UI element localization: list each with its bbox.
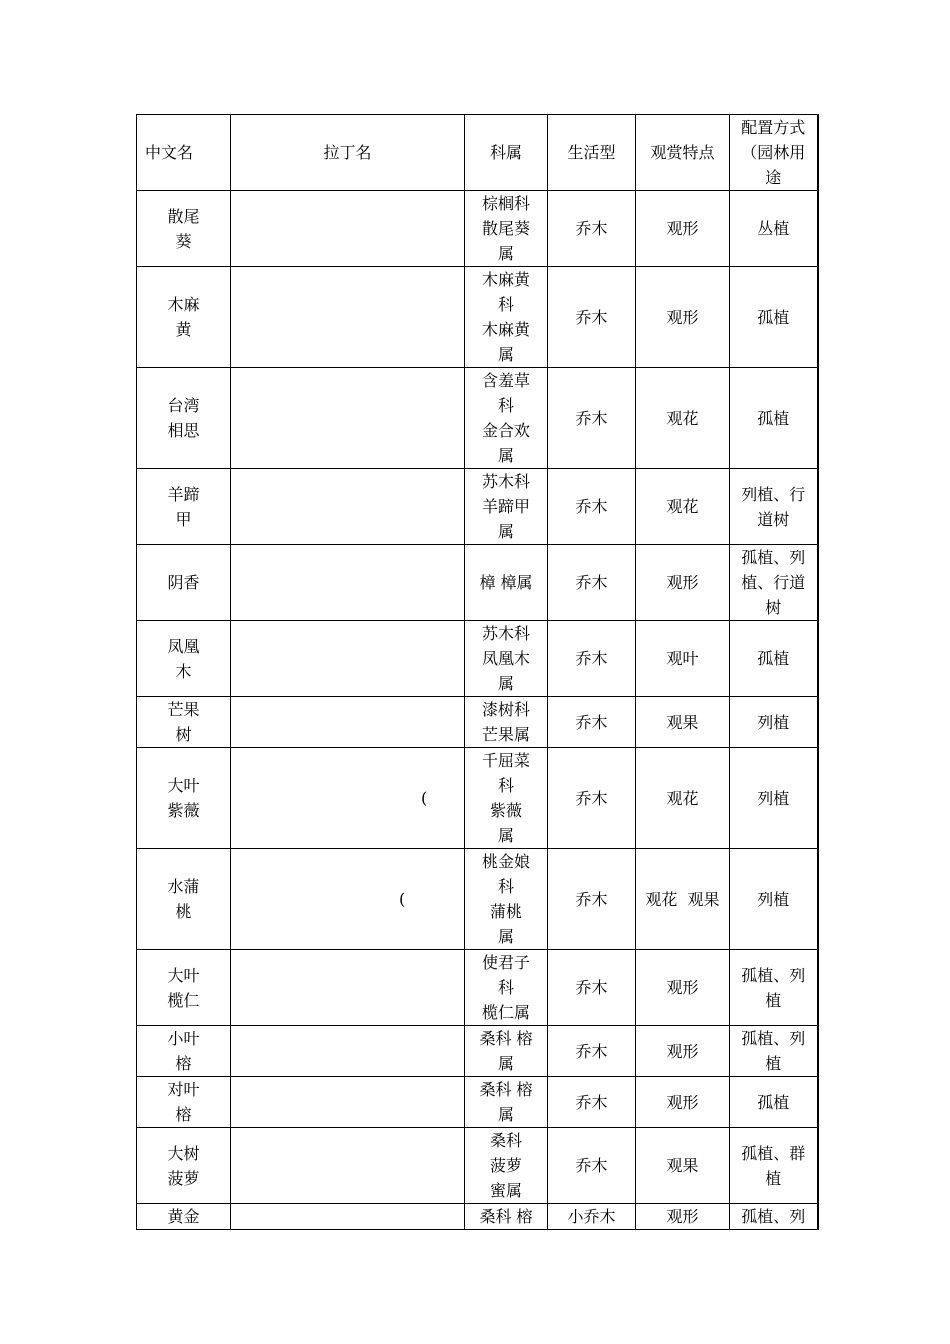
- chinese-name-line: 芒果: [167, 700, 200, 719]
- cell-life-form: 乔木: [548, 748, 636, 849]
- latin-name-text: (: [399, 889, 406, 909]
- cell-usage: [730, 1077, 818, 1128]
- cell-latin-name: [231, 1128, 465, 1204]
- chinese-name-line: 桃: [175, 902, 192, 921]
- cell-family: [465, 191, 548, 267]
- cell-chinese-name: [137, 1128, 231, 1204]
- cell-family: [465, 1077, 548, 1128]
- header-usage-line: 配置方式: [741, 118, 806, 137]
- cell-usage: [730, 697, 818, 748]
- usage-line: 植、行道: [741, 573, 806, 592]
- cell-life-form: 乔木: [548, 849, 636, 950]
- cell-family: [465, 950, 548, 1026]
- usage-line: 孤植、列: [741, 1207, 806, 1226]
- header-latin-name: 拉丁名: [231, 115, 465, 191]
- cell-latin-name: [231, 621, 465, 697]
- usage-line: 孤植、列: [741, 548, 806, 567]
- chinese-name-line: 黄金: [167, 1207, 200, 1226]
- chinese-name-line: 木麻: [167, 295, 200, 314]
- cell-family: [465, 267, 548, 368]
- cell-chinese-name: [137, 849, 231, 950]
- cell-family: [465, 368, 548, 469]
- cell-latin-name: [231, 191, 465, 267]
- cell-usage: [730, 545, 818, 621]
- family-line: 桑科 榕: [479, 1207, 533, 1226]
- cell-chinese-name: [137, 1077, 231, 1128]
- chinese-name-line: 羊蹄: [167, 484, 200, 504]
- cell-ornamental-feature: 观花: [636, 469, 730, 545]
- family-line: 属: [497, 244, 514, 263]
- family-line: 金合欢: [481, 421, 530, 440]
- cell-family: [465, 621, 548, 697]
- header-chinese-name: 中文名: [137, 115, 231, 191]
- cell-family: [465, 1026, 548, 1077]
- cell-usage: [730, 191, 818, 267]
- family-line: 凤凰木: [481, 649, 530, 668]
- table-row: [137, 1077, 818, 1128]
- cell-chinese-name: [137, 748, 231, 849]
- chinese-name-line: 水蒲: [167, 877, 200, 896]
- family-line: 属: [497, 446, 514, 465]
- family-line: 属: [497, 927, 514, 946]
- header-row: [137, 115, 818, 191]
- family-line: 苏木科: [481, 624, 530, 643]
- cell-chinese-name: [137, 267, 231, 368]
- chinese-name-line: 大树: [167, 1143, 200, 1163]
- usage-line: 孤植、列: [741, 1029, 806, 1048]
- family-line: 科: [497, 776, 514, 795]
- cell-ornamental-feature: 观花: [636, 748, 730, 849]
- cell-ornamental-feature: 观形: [636, 1077, 730, 1128]
- cell-life-form: 乔木: [548, 1026, 636, 1077]
- cell-ornamental-feature: 观花: [636, 368, 730, 469]
- chinese-name-line: 菠萝: [167, 1168, 200, 1188]
- chinese-name-line: 树: [175, 725, 192, 744]
- usage-line: 植: [765, 1168, 782, 1188]
- chinese-name-line: 大叶: [167, 965, 200, 985]
- usage-line: 道树: [757, 509, 790, 529]
- latin-name-text: (: [421, 788, 428, 808]
- header-usage: [730, 115, 818, 191]
- chinese-name-line: 大叶: [167, 776, 200, 795]
- cell-chinese-name: [137, 191, 231, 267]
- cell-usage: [730, 267, 818, 368]
- cell-usage: [730, 950, 818, 1026]
- family-line: 科: [497, 877, 514, 896]
- family-line: 科: [497, 978, 514, 997]
- family-line: 樟 樟属: [479, 573, 533, 592]
- family-line: 漆树科: [481, 700, 530, 719]
- cell-ornamental-feature: 观形: [636, 191, 730, 267]
- chinese-name-line: 台湾: [167, 396, 200, 415]
- table-row: [137, 1204, 818, 1230]
- cell-usage: [730, 1026, 818, 1077]
- family-line: 科: [497, 396, 514, 415]
- chinese-name-line: 榕: [175, 1105, 192, 1124]
- cell-family: [465, 748, 548, 849]
- usage-line: 列植: [757, 788, 790, 808]
- family-line: 蜜属: [489, 1181, 522, 1200]
- cell-ornamental-feature: 观叶: [636, 621, 730, 697]
- cell-chinese-name: [137, 621, 231, 697]
- family-line: 千屈菜: [481, 751, 530, 770]
- table-row: [137, 368, 818, 469]
- chinese-name-line: 黄: [175, 320, 192, 339]
- family-line: 棕榈科: [481, 194, 530, 213]
- cell-latin-name: [231, 545, 465, 621]
- family-line: 属: [497, 345, 514, 364]
- family-line: 属: [497, 1105, 514, 1124]
- chinese-name-line: 相思: [167, 421, 200, 440]
- cell-ornamental-feature: 观花 观果: [636, 849, 730, 950]
- cell-latin-name: [231, 950, 465, 1026]
- family-line: 桑科: [489, 1131, 522, 1150]
- chinese-name-line: 甲: [175, 509, 192, 529]
- family-line: 含羞草: [481, 371, 530, 390]
- cell-usage: [730, 1204, 818, 1230]
- header-usage-line: （园林用: [741, 143, 806, 162]
- chinese-name-line: 葵: [175, 231, 192, 251]
- cell-latin-name: [231, 267, 465, 368]
- usage-line: 孤植、列: [741, 965, 806, 985]
- table-row: [137, 469, 818, 545]
- cell-latin-name: [231, 1077, 465, 1128]
- family-line: 芒果属: [481, 725, 530, 744]
- family-line: 木麻黄: [481, 270, 530, 289]
- chinese-name-line: 榕: [175, 1054, 192, 1073]
- cell-ornamental-feature: 观形: [636, 1026, 730, 1077]
- family-line: 桃金娘: [481, 852, 530, 871]
- cell-latin-name: [231, 849, 465, 950]
- cell-family: [465, 697, 548, 748]
- family-line: 科: [497, 295, 514, 314]
- cell-ornamental-feature: 观果: [636, 697, 730, 748]
- chinese-name-line: 榄仁: [167, 990, 200, 1010]
- header-family: 科属: [465, 115, 548, 191]
- table-row: [137, 950, 818, 1026]
- cell-life-form: 乔木: [548, 621, 636, 697]
- cell-family: [465, 849, 548, 950]
- cell-life-form: 小乔木: [548, 1204, 636, 1230]
- family-line: 桑科 榕: [479, 1080, 533, 1099]
- cell-family: [465, 1204, 548, 1230]
- cell-chinese-name: [137, 368, 231, 469]
- family-line: 菠萝: [489, 1156, 522, 1175]
- table-row: [137, 191, 818, 267]
- table-row: [137, 849, 818, 950]
- header-life-form: 生活型: [548, 115, 636, 191]
- usage-line: 植: [765, 1054, 782, 1073]
- usage-line: 孤植: [757, 307, 790, 327]
- cell-life-form: 乔木: [548, 697, 636, 748]
- cell-usage: [730, 849, 818, 950]
- cell-chinese-name: [137, 1026, 231, 1077]
- cell-life-form: 乔木: [548, 1128, 636, 1204]
- cell-latin-name: [231, 748, 465, 849]
- chinese-name-line: 凤凰: [167, 636, 200, 656]
- family-line: 苏木科: [481, 472, 530, 491]
- chinese-name-line: 紫薇: [167, 801, 200, 820]
- cell-family: [465, 1128, 548, 1204]
- cell-life-form: 乔木: [548, 368, 636, 469]
- cell-chinese-name: [137, 950, 231, 1026]
- usage-line: 植: [765, 990, 782, 1010]
- table-row: [137, 1026, 818, 1077]
- chinese-name-line: 阴香: [167, 573, 200, 592]
- table-row: [137, 748, 818, 849]
- cell-usage: [730, 1128, 818, 1204]
- table-row: [137, 621, 818, 697]
- cell-ornamental-feature: 观形: [636, 545, 730, 621]
- cell-usage: [730, 621, 818, 697]
- cell-chinese-name: [137, 1204, 231, 1230]
- cell-latin-name: [231, 1204, 465, 1230]
- usage-line: 树: [765, 598, 782, 617]
- chinese-name-line: 对叶: [167, 1080, 200, 1099]
- family-line: 使君子: [481, 953, 530, 972]
- family-line: 属: [497, 674, 514, 693]
- family-line: 桑科 榕: [479, 1029, 533, 1048]
- cell-usage: [730, 469, 818, 545]
- family-line: 散尾葵: [481, 219, 530, 238]
- chinese-name-line: 散尾: [167, 206, 200, 226]
- table-row: [137, 267, 818, 368]
- cell-latin-name: [231, 1026, 465, 1077]
- chinese-name-line: 小叶: [167, 1029, 200, 1048]
- cell-latin-name: [231, 469, 465, 545]
- cell-usage: [730, 748, 818, 849]
- family-line: 紫薇: [489, 801, 522, 820]
- cell-life-form: 乔木: [548, 267, 636, 368]
- family-line: 羊蹄甲: [481, 497, 530, 516]
- cell-usage: [730, 368, 818, 469]
- family-line: 属: [497, 522, 514, 541]
- header-usage-line: 途: [765, 168, 782, 187]
- table-row: [137, 1128, 818, 1204]
- family-line: 属: [497, 826, 514, 845]
- chinese-name-line: 木: [175, 661, 192, 681]
- family-line: 蒲桃: [489, 902, 522, 921]
- usage-line: 列植、行: [741, 484, 806, 504]
- cell-ornamental-feature: 观果: [636, 1128, 730, 1204]
- cell-life-form: 乔木: [548, 469, 636, 545]
- cell-life-form: 乔木: [548, 1077, 636, 1128]
- table-row: [137, 545, 818, 621]
- cell-ornamental-feature: 观形: [636, 267, 730, 368]
- cell-life-form: 乔木: [548, 545, 636, 621]
- usage-line: 孤植: [757, 408, 790, 428]
- usage-line: 列植: [757, 712, 790, 732]
- cell-ornamental-feature: 观形: [636, 950, 730, 1026]
- usage-line: 孤植、群: [741, 1143, 806, 1163]
- cell-family: [465, 469, 548, 545]
- latin-name-text: [463, 646, 465, 671]
- cell-family: [465, 545, 548, 621]
- cell-chinese-name: [137, 545, 231, 621]
- plant-table: [136, 114, 819, 1230]
- cell-latin-name: [231, 697, 465, 748]
- usage-line: 列植: [757, 889, 790, 909]
- header-ornamental-feature: 观赏特点: [636, 115, 730, 191]
- cell-chinese-name: [137, 697, 231, 748]
- cell-chinese-name: [137, 469, 231, 545]
- cell-latin-name: [231, 368, 465, 469]
- family-line: 木麻黄: [481, 320, 530, 339]
- usage-line: 孤植: [757, 1092, 790, 1112]
- table-row: [137, 697, 818, 748]
- usage-line: 丛植: [757, 219, 790, 238]
- usage-line: 孤植: [757, 649, 790, 668]
- family-line: 榄仁属: [481, 1003, 530, 1022]
- cell-ornamental-feature: 观形: [636, 1204, 730, 1230]
- cell-life-form: 乔木: [548, 950, 636, 1026]
- family-line: 属: [497, 1054, 514, 1073]
- cell-life-form: 乔木: [548, 191, 636, 267]
